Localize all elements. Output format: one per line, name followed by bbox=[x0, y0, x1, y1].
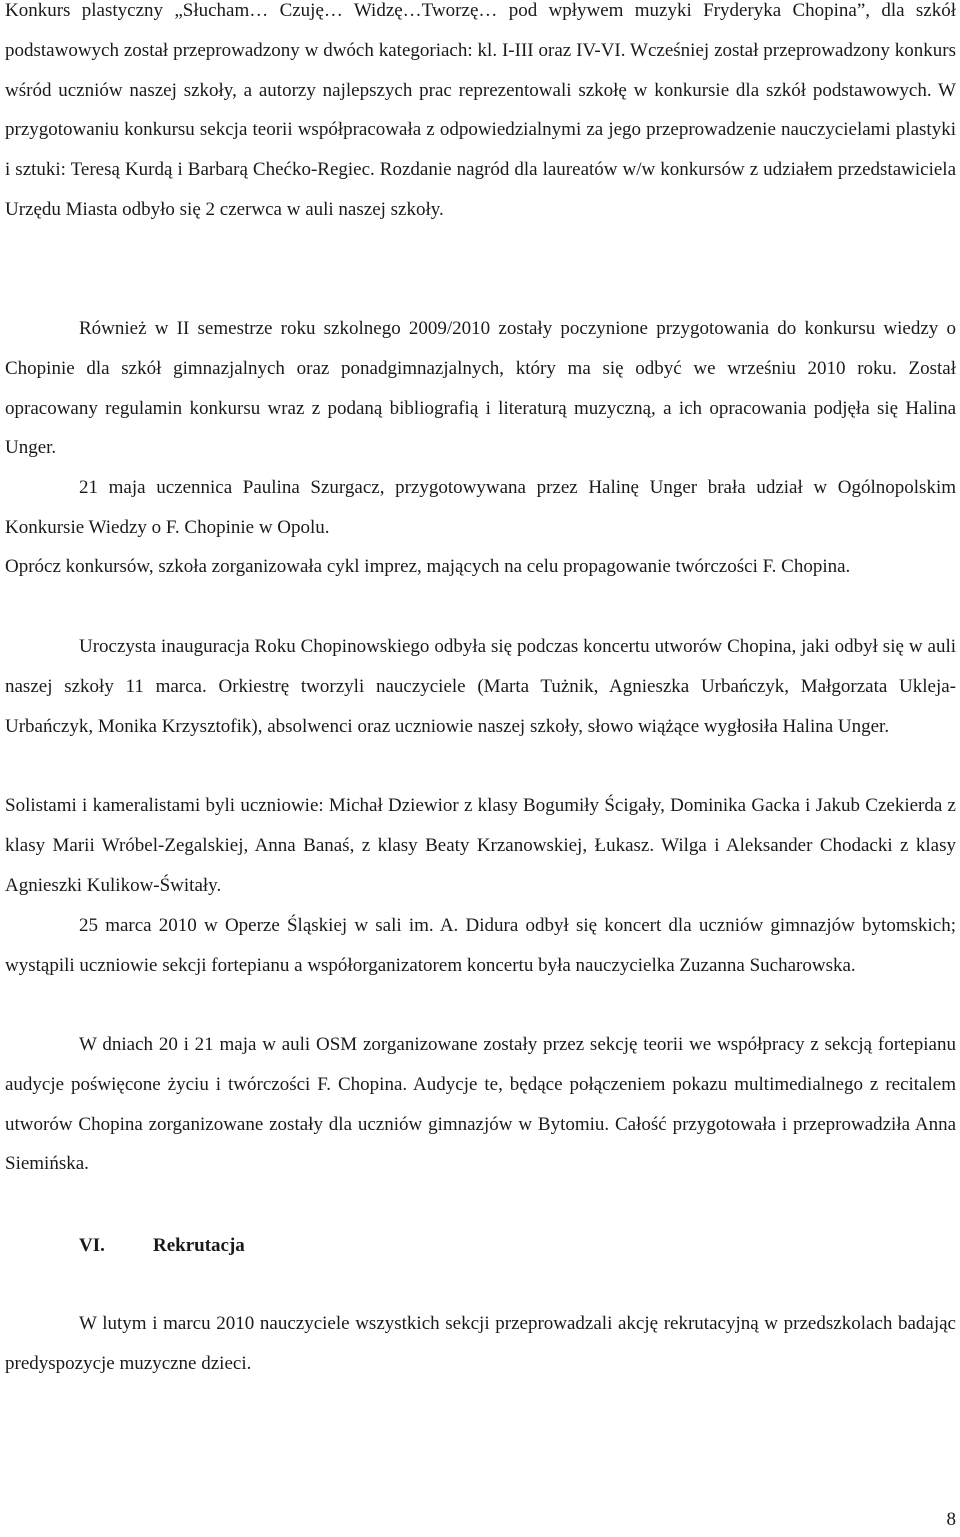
page-number: 8 bbox=[946, 1509, 956, 1530]
paragraph-inauguration-concert: Uroczysta inauguracja Roku Chopinowskiego odbyła się podczas koncertu utworów Chopina, jaki odbył się w auli naszej szkoły 11 marca. Orkiestrę tworzyli nauczyciele (Marta Tużnik, Agnieszka Urbańczyk, Małgorzata Ukleja-Urbańczyk, Monika Krzysztofik), absolwenci oraz uczniowie naszej szkoły, słowo wiążące wygłosiła Halina Unger. bbox=[5, 636, 956, 737]
paragraph-recruitment: W lutym i marcu 2010 nauczyciele wszystkich sekcji przeprowadzali akcję rekrutacyjną w przedszkolach badając predyspozycje muzyczne dzieci. bbox=[5, 1313, 956, 1374]
paragraph-paulina-szurgacz: 21 maja uczennica Paulina Szurgacz, przygotowywana przez Halinę Unger brała udział w Ogólnopolskim Konkursie Wiedzy o F. Chopinie w Opolu. bbox=[5, 477, 956, 538]
paragraph-events-cycle: Oprócz konkursów, szkoła zorganizowała cykl imprez, mających na celu propagowanie twórczości F. Chopina. bbox=[5, 556, 851, 577]
paragraph-opera-concert: 25 marca 2010 w Operze Śląskiej w sali im. A. Didura odbył się koncert dla uczniów gimnazjów bytomskich; wystąpili uczniowie sekcji fortepianu a współorganizatorem koncertu była nauczycielka Zuzanna Sucharowska. bbox=[5, 915, 956, 976]
section-number: VI. bbox=[79, 1235, 105, 1256]
section-title: Rekrutacja bbox=[153, 1235, 245, 1256]
paragraph-chopin-art-contest: Konkurs plastyczny „Słucham… Czuję… Widzę…Tworzę… pod wpływem muzyki Fryderyka Chopina”, dla szkół podstawowych został przeprowadzony w dwóch kategoriach: kl. I-III oraz IV-VI. Wcześniej został przeprowadzony konkurs wśród uczniów naszej szkoły, a autorzy najlepszych prac reprezentowali szkołę w konkursie dla szkół podstawowych. W przygotowaniu konkursu sekcja teorii współpracowała z odpowiedzialnymi za jego przeprowadzenie nauczycielami plastyki i sztuki: Teresą Kurdą i Barbarą Chećko-Regiec. Rozdanie nagród dla laureatów w/w konkursów z udziałem przedstawiciela Urzędu Miasta odbyło się 2 czerwca w auli naszej szkoły. bbox=[5, 0, 956, 220]
paragraph-knowledge-contest: Również w II semestrze roku szkolnego 2009/2010 zostały poczynione przygotowania do konkursu wiedzy o Chopinie dla szkół gimnazjalnych oraz ponadgimnazjalnych, który ma się odbyć we wrześniu 2010 roku. Został opracowany regulamin konkursu wraz z podaną bibliografią i literaturą muzyczną, a ich opracowania podjęła się Halina Unger. bbox=[5, 318, 956, 459]
paragraph-theory-auditions: W dniach 20 i 21 maja w auli OSM zorganizowane zostały przez sekcję teorii we współpracy z sekcją fortepianu audycje poświęcone życiu i twórczości F. Chopina. Audycje te, będące połączeniem pokazu multimedialnego z recitalem utworów Chopina zorganizowane zostały dla uczniów gimnazjów w Bytomiu. Całość przygotowała i przeprowadziła Anna Siemińska. bbox=[5, 1034, 956, 1175]
section-heading-recruitment bbox=[79, 1226, 245, 1266]
document-page bbox=[5, 0, 956, 1537]
paragraph-soloists: Solistami i kameralistami byli uczniowie: Michał Dziewior z klasy Bogumiły Ścigały, Dominika Gacka i Jakub Czekierda z klasy Marii Wróbel-Zegalskiej, Anna Banaś, z klasy Beaty Krzanowskiej, Łukasz. Wilga i Aleksander Chodacki z klasy Agnieszki Kulikow-Świtały. bbox=[5, 795, 956, 896]
